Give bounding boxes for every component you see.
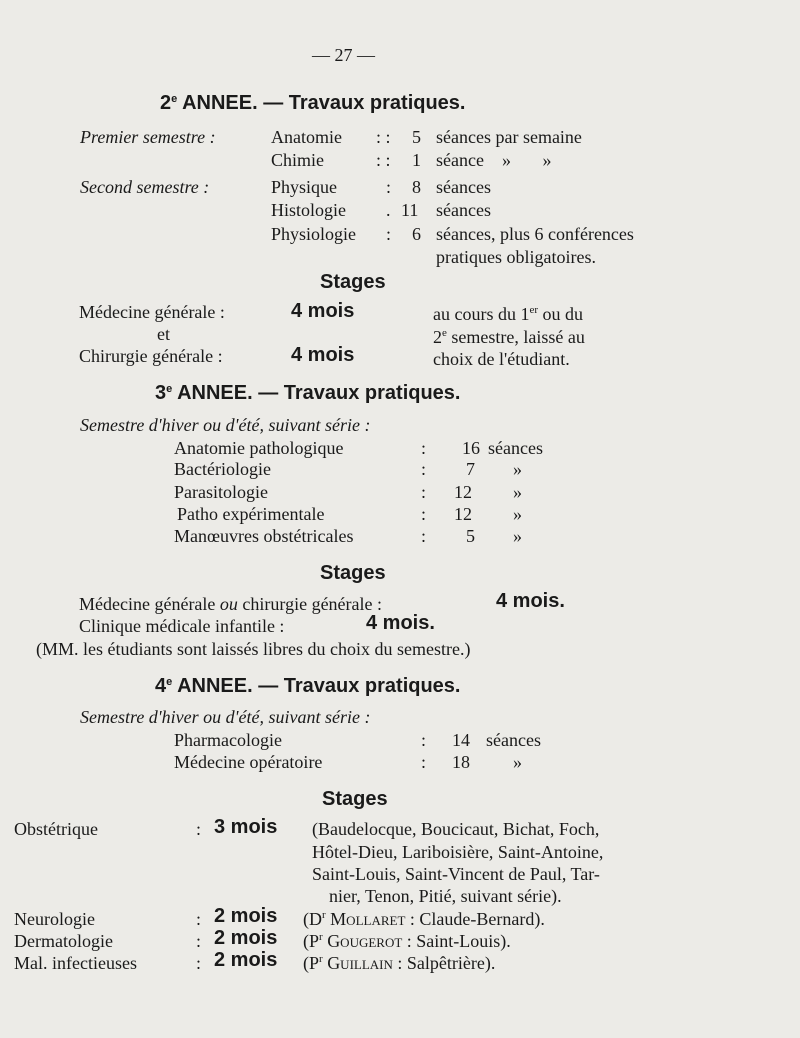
year4-ordinal: 4 (155, 675, 167, 697)
note-text: au cours du 1 (433, 304, 530, 324)
table-cell-num: 5 (412, 127, 421, 147)
supervisor-name: Gougerot (327, 931, 403, 951)
page-number: — 27 — (312, 45, 375, 65)
table-cell-detail: » (513, 482, 522, 502)
supervisor-title: (P (303, 953, 320, 973)
stage-name: Mal. infectieuses (14, 953, 137, 973)
table-cell-detail: » (513, 526, 522, 546)
year2-ordinal: 2 (160, 92, 172, 114)
table-cell-subject: Physiologie (271, 224, 357, 244)
year3-title: ANNEE. — Travaux pratiques. (172, 382, 461, 404)
table-cell-subject: Médecine opératoire (174, 752, 323, 772)
year4-stages-heading: Stages (322, 788, 388, 810)
year3-stage-note: (MM. les étudiants sont laissés libres du choix du semestre.) (36, 639, 471, 659)
year3-stages-heading: Stages (320, 562, 386, 584)
table-cell-sep: . (386, 200, 391, 220)
table-cell-sep: : (421, 752, 427, 772)
table-cell-sep: : (421, 482, 427, 502)
supervisor-title-sup: r (319, 931, 323, 943)
year4-ordinal-sup: e (166, 676, 173, 688)
stage-hospitals-cont: Hôtel-Dieu, Lariboisière, Saint-Antoine, (312, 842, 604, 862)
note-text: 2 (433, 327, 442, 347)
year2-stage-chirurgie: Chirurgie générale : (79, 346, 223, 366)
stage-duration: 3 mois (214, 816, 278, 838)
year2-stage-medecine: Médecine générale : (79, 302, 225, 322)
year3-stage-line1 (79, 595, 382, 613)
table-cell-detail: » (513, 752, 522, 772)
table-cell-detail: » (513, 459, 522, 479)
stage-sep: : (196, 909, 202, 929)
year4-semester-intro: Semestre d'hiver ou d'été, suivant série : (80, 707, 371, 727)
table-cell-num: 18 (452, 752, 470, 772)
table-cell-sep: : (421, 438, 427, 458)
stage-name: Neurologie (14, 909, 95, 929)
table-cell-num: 7 (466, 459, 475, 479)
supervisor-title-sup: r (322, 909, 326, 921)
year2-stages-heading: Stages (320, 271, 386, 293)
table-cell-num: 16 (462, 438, 480, 458)
year3-stage-line2-duration: 4 mois. (366, 612, 435, 634)
table-cell-subject: Anatomie pathologique (174, 438, 344, 458)
supervisor-hospital: : Salpêtrière). (392, 953, 496, 973)
year3-stage-line1-duration: 4 mois. (496, 590, 565, 612)
year2-stage-medecine-duration: 4 mois (291, 300, 355, 322)
table-cell-detail: séances (436, 177, 491, 197)
table-cell-subject: Patho expérimentale (177, 504, 325, 524)
stage-hospitals-cont: Saint-Louis, Saint-Vincent de Paul, Tar- (312, 864, 600, 884)
year2-stage-chirurgie-duration: 4 mois (291, 344, 355, 366)
year3-ordinal-sup: e (166, 383, 173, 395)
year4-heading (155, 676, 460, 696)
year2-stage-note-line1 (433, 305, 583, 323)
supervisor-name: Guillain (327, 953, 393, 973)
stage-duration: 2 mois (214, 927, 278, 949)
stage-supervisor (303, 932, 511, 950)
year3-ordinal: 3 (155, 382, 167, 404)
table-cell-num: 12 (454, 504, 472, 524)
table-cell-sep: : : (376, 127, 391, 147)
year3-heading (155, 383, 460, 403)
note-sup: e (442, 327, 447, 339)
note-text: ou du (538, 304, 584, 324)
table-cell-subject: Pharmacologie (174, 730, 282, 750)
table-cell-detail-cont: pratiques obligatoires. (436, 247, 596, 267)
table-cell-sep: : : (376, 150, 391, 170)
table-cell-num: 1 (412, 150, 421, 170)
table-cell-num: 12 (454, 482, 472, 502)
stage-name: Obstétrique (14, 819, 98, 839)
supervisor-title: (P (303, 931, 320, 951)
year3-stage-line2: Clinique médicale infantile : (79, 616, 285, 636)
table-cell-detail: séances par semaine (436, 127, 582, 147)
table-cell-sep: : (421, 526, 427, 546)
supervisor-hospital: : Saint-Louis). (402, 931, 511, 951)
table-cell-subject: Bactériologie (174, 459, 271, 479)
table-cell-detail: séances (486, 730, 541, 750)
year2-stage-note-line3: choix de l'étudiant. (433, 349, 570, 369)
supervisor-title: (D (303, 909, 322, 929)
stage-duration: 2 mois (214, 905, 278, 927)
stage-text-italic: ou (215, 594, 243, 614)
stage-text: Médecine générale (79, 594, 216, 614)
stage-text: chirurgie générale : (242, 594, 383, 614)
supervisor-hospital: : Claude-Bernard). (405, 909, 545, 929)
table-cell-sep: : (421, 730, 427, 750)
year2-ordinal-sup: e (171, 93, 178, 105)
stage-duration: 2 mois (214, 949, 278, 971)
stage-sep: : (196, 953, 202, 973)
year4-title: ANNEE. — Travaux pratiques. (172, 675, 461, 697)
table-cell-detail: » (513, 504, 522, 524)
table-cell-sep: : (421, 504, 427, 524)
table-cell-subject: Physique (271, 177, 338, 197)
table-cell-detail: séances, plus 6 conférences (436, 224, 634, 244)
supervisor-title-sup: r (319, 953, 323, 965)
stage-sep: : (196, 819, 202, 839)
table-cell-sep: : (421, 459, 427, 479)
table-cell-detail: séances (436, 200, 491, 220)
supervisor-name: Mollaret (330, 909, 406, 929)
table-cell-num: 14 (452, 730, 470, 750)
table-cell-subject: Chimie (271, 150, 324, 170)
year2-stage-note-line2 (433, 328, 585, 346)
note-text: semestre, laissé au (446, 327, 585, 347)
stage-supervisor (303, 954, 495, 972)
table-cell-sep: : (386, 224, 392, 244)
table-cell-num: 11 (401, 200, 419, 220)
year2-semester2-label: Second semestre : (80, 177, 210, 197)
table-cell-sep: : (386, 177, 392, 197)
year3-semester-intro: Semestre d'hiver ou d'été, suivant série : (80, 415, 371, 435)
table-cell-subject: Manœuvres obstétricales (174, 526, 354, 546)
stage-supervisor (303, 910, 545, 928)
year2-semester1-label: Premier semestre : (80, 127, 216, 147)
table-cell-detail: séances (488, 438, 543, 458)
year2-stage-et: et (157, 324, 170, 344)
table-cell-subject: Histologie (271, 200, 346, 220)
table-cell-subject: Anatomie (271, 127, 342, 147)
table-cell-detail: séance » » (436, 150, 552, 170)
stage-hospitals: (Baudelocque, Boucicaut, Bichat, Foch, (312, 819, 600, 839)
stage-sep: : (196, 931, 202, 951)
year2-heading (160, 93, 465, 113)
note-sup: er (529, 304, 539, 316)
table-cell-num: 8 (412, 177, 421, 197)
year2-title: ANNEE. — Travaux pratiques. (177, 92, 466, 114)
table-cell-num: 6 (412, 224, 421, 244)
table-cell-subject: Parasitologie (174, 482, 268, 502)
table-cell-num: 5 (466, 526, 475, 546)
stage-hospitals-cont: nier, Tenon, Pitié, suivant série). (329, 886, 562, 906)
stage-name: Dermatologie (14, 931, 113, 951)
